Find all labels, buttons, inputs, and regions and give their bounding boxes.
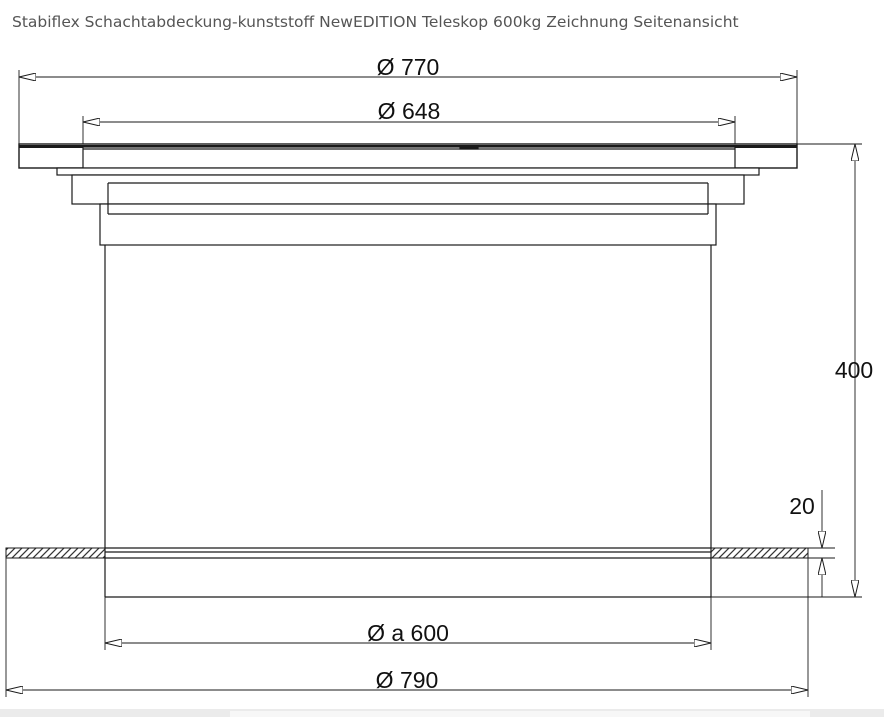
dim-label-770: Ø 770 (376, 54, 440, 80)
dim-label-400: 400 (834, 357, 874, 383)
dim-label-790: Ø 790 (375, 667, 439, 693)
frame-ring-3 (100, 204, 716, 245)
ground-hatch-left (6, 548, 105, 558)
ground-hatch-right (711, 548, 808, 558)
dim-label-600: Ø a 600 (367, 620, 449, 646)
dim-label-20: 20 (789, 493, 815, 519)
dim-label-648: Ø 648 (377, 98, 441, 124)
frame-ring-1 (57, 168, 759, 175)
drawing-caption: Stabiflex Schachtabdeckung-kunststoff NewEDITION Teleskop 600kg Zeichnung Seitenansicht (12, 13, 739, 31)
cover-handle (460, 146, 478, 149)
cover-plate-inner (83, 147, 735, 168)
bottom-scroll-thumb (230, 711, 810, 717)
frame-ring-2 (72, 175, 744, 204)
